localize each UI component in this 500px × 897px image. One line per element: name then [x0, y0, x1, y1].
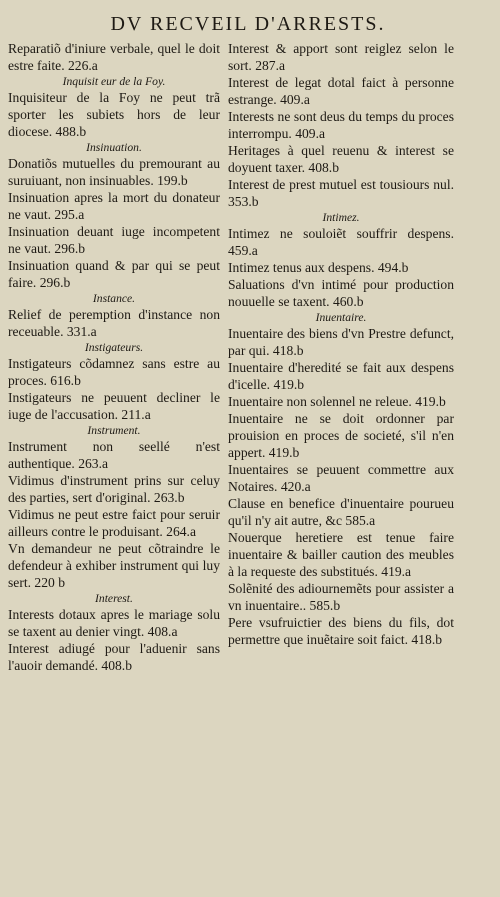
- running-header: DV RECVEIL D'ARRESTS.: [110, 13, 386, 35]
- index-entry: Solẽnité des adiournemẽts pour assister a vn inuentaire.. 585.b: [228, 581, 454, 613]
- index-entry: Clause en benefice d'inuentaire pourueu qu'il n'y ait autre, &c 585.a: [228, 496, 454, 528]
- index-entry: Saluations d'vn intimé pour production nouuelle se taxent. 460.b: [228, 277, 454, 309]
- index-entry: Inquisiteur de la Foy ne peut trã sporter les subiets hors de leur diocese. 488.b: [8, 90, 220, 139]
- index-entry: Intimez tenus aux despens. 494.b: [228, 260, 409, 275]
- index-entry: Interest de prest mutuel est tousiours nul. 353.b: [228, 177, 454, 209]
- index-entry: Inuentaire d'heredité se fait aux despens d'icelle. 419.b: [228, 360, 454, 392]
- index-entry: Interests ne sont deus du temps du proces interrompu. 409.a: [228, 109, 454, 141]
- index-heading: Interest.: [95, 592, 133, 605]
- index-entry: Heritages à quel reuenu & interest se doyuent taxer. 408.b: [228, 143, 454, 175]
- index-entry: Inuentaires se peuuent commettre aux Notaires. 420.a: [228, 462, 454, 494]
- index-heading: Instance.: [92, 292, 136, 305]
- index-entry: Interest de legat dotal faict à personne estrange. 409.a: [228, 75, 454, 107]
- index-entry: Intimez ne souloiẽt souffrir despens. 459.a: [228, 226, 454, 258]
- index-entry: Insinuation apres la mort du donateur ne vaut. 295.a: [8, 190, 220, 222]
- index-entry: Inuentaire ne se doit ordonner par prouision en proces de societé, s'il n'en appert. 419.b: [228, 411, 454, 460]
- index-entry: Reparatiõ d'iniure verbale, quel le doit estre faite. 226.a: [8, 41, 220, 73]
- index-entry: Insinuation deuant iuge incompetent ne vaut. 296.b: [8, 224, 220, 256]
- left-column: [6, 40, 220, 674]
- index-entry: Instrument non seellé n'est authentique. 263.a: [8, 439, 220, 471]
- index-entry: Vn demandeur ne peut cõtraindre le defendeur à exhiber instrument qui luy sert. 220 b: [8, 541, 220, 590]
- index-entry: Donatiõs mutuelles du premourant au suruiuant, non insinuables. 199.b: [8, 156, 220, 188]
- index-entry: Inuentaire des biens d'vn Prestre defunct, par qui. 418.b: [228, 326, 454, 358]
- index-entry: Interest & apport sont reiglez selon le sort. 287.a: [228, 41, 454, 73]
- index-entry: Vidimus d'instrument prins sur celuy des parties, sert d'original. 263.b: [8, 473, 220, 505]
- right-column: [228, 40, 454, 674]
- index-heading: Instrument.: [87, 424, 141, 437]
- two-column-index: [6, 40, 490, 674]
- index-entry: Pere vsufruictier des biens du fils, dot permettre que inuẽtaire soit faict. 418.b: [228, 615, 454, 647]
- index-heading: Inuentaire.: [315, 311, 367, 324]
- index-heading: Instigateurs.: [84, 341, 144, 354]
- index-entry: Nouerque heretiere est tenue faire inuentaire & bailler caution des meubles à la requeste des substitués. 419.a: [228, 530, 454, 579]
- index-heading: Inquisit eur de la Foy.: [62, 75, 166, 88]
- index-entry: Vidimus ne peut estre faict pour seruir ailleurs contre le produisant. 264.a: [8, 507, 220, 539]
- index-entry: Inuentaire non solennel ne releue. 419.b: [228, 394, 446, 409]
- index-entry: Interests dotaux apres le mariage solu se taxent au denier vingt. 408.a: [8, 607, 220, 639]
- index-heading: Insinuation.: [86, 141, 142, 154]
- index-entry: Interest adiugé pour l'aduenir sans l'auoir demandé. 408.b: [8, 641, 220, 673]
- index-entry: Instigateurs cõdamnez sans estre au proces. 616.b: [8, 356, 220, 388]
- index-heading: Intimez.: [322, 211, 360, 224]
- index-entry: Relief de peremption d'instance non receuable. 331.a: [8, 307, 220, 339]
- index-entry: Instigateurs ne peuuent decliner le iuge de l'accusation. 211.a: [8, 390, 220, 422]
- index-entry: Insinuation quand & par qui se peut faire. 296.b: [8, 258, 220, 290]
